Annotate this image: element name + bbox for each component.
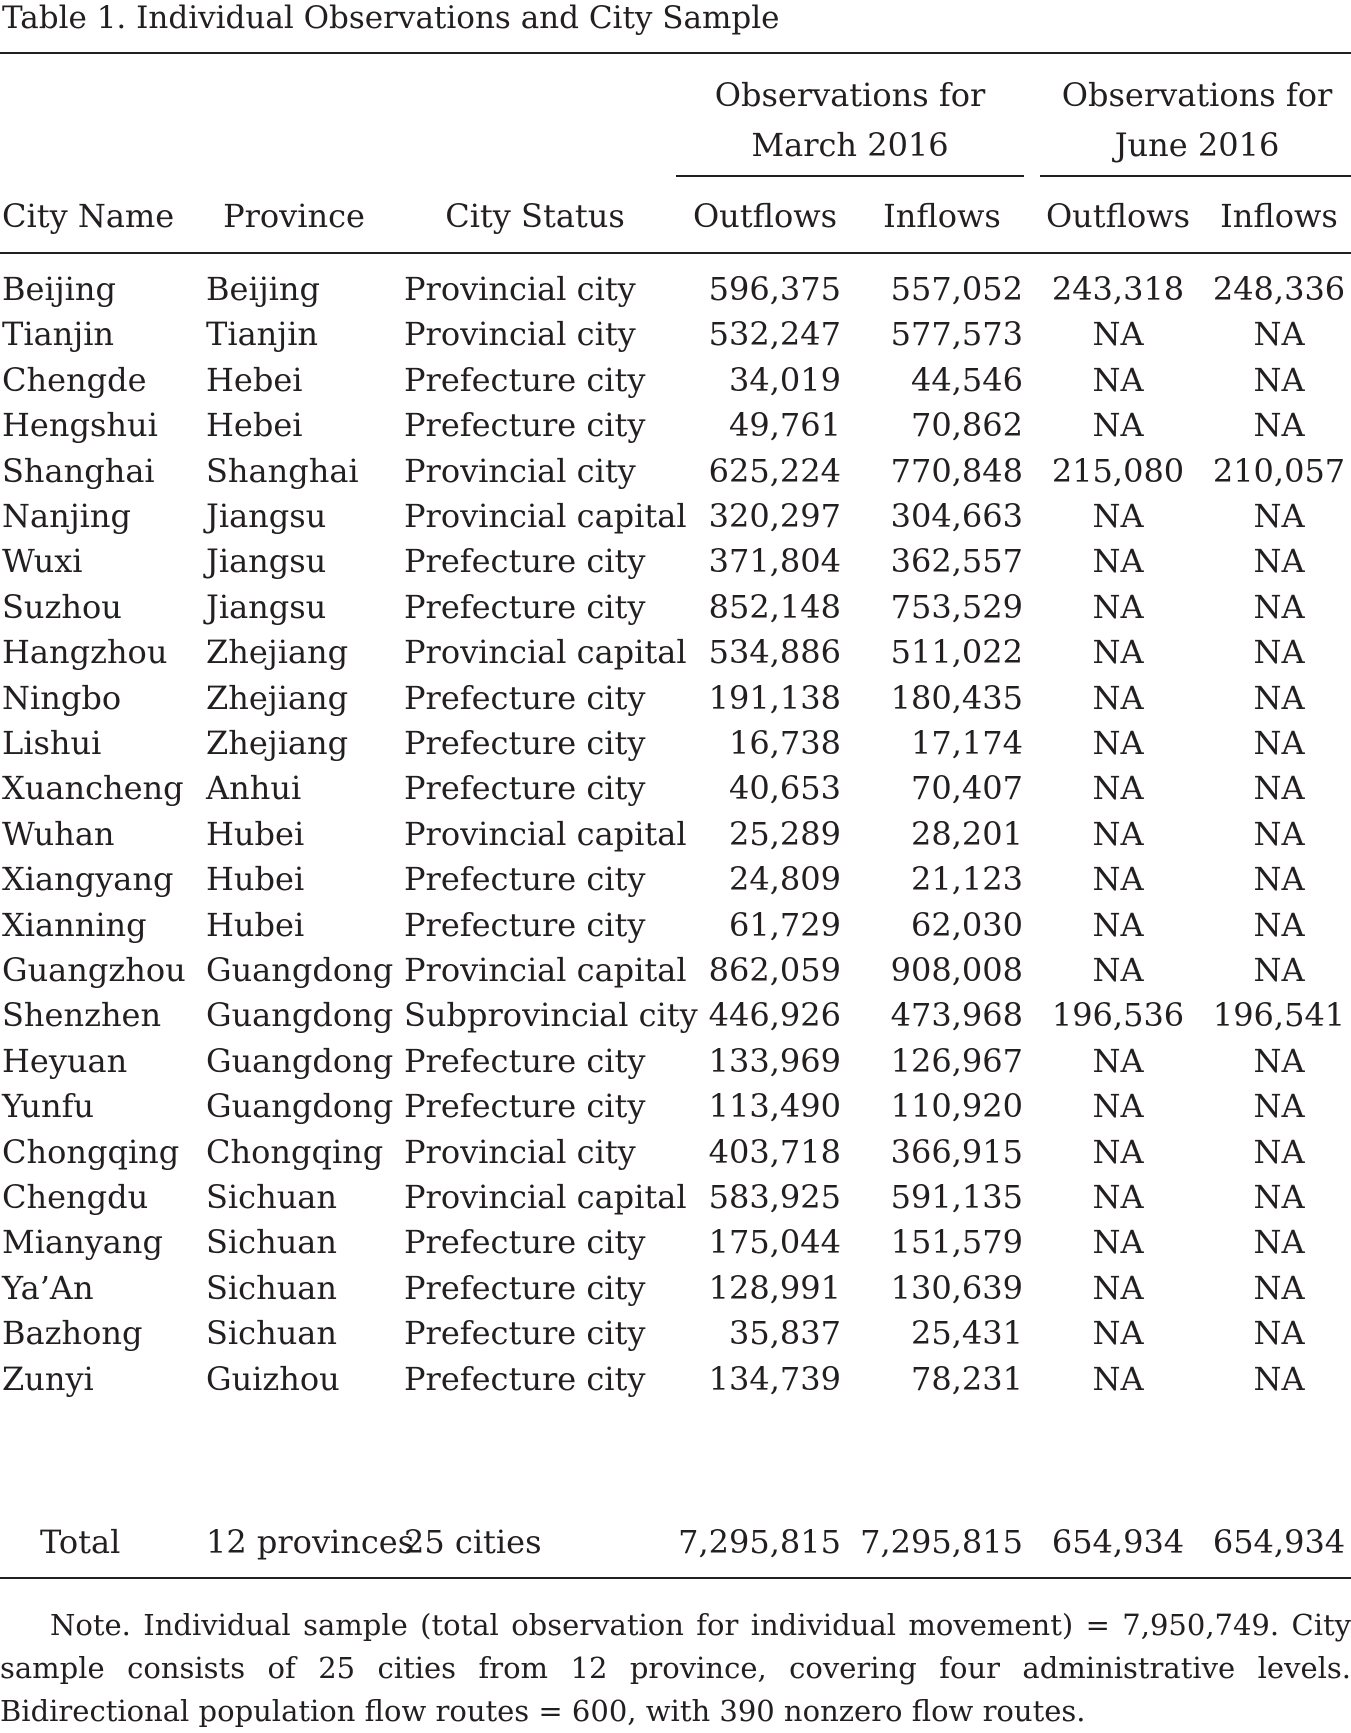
- cell-city-status: Prefecture city: [404, 406, 646, 444]
- table-row: [0, 355, 1351, 405]
- cell-city-status: Prefecture city: [404, 679, 646, 717]
- cell-june-inflows: NA: [1253, 1133, 1305, 1171]
- cell-june-inflows: NA: [1253, 1360, 1305, 1398]
- cell-june-outflows: NA: [1092, 1042, 1144, 1080]
- cell-march-inflows: 591,135: [890, 1178, 1023, 1216]
- cell-march-outflows: 446,926: [708, 996, 841, 1034]
- table-row: [0, 536, 1351, 586]
- cell-province: Jiangsu: [206, 542, 327, 580]
- table-row: [0, 900, 1351, 950]
- cell-june-outflows: NA: [1092, 1087, 1144, 1125]
- cell-march-outflows: 862,059: [708, 951, 841, 989]
- cell-province: Sichuan: [206, 1269, 337, 1307]
- cell-march-inflows: 511,022: [890, 633, 1023, 671]
- cell-province: Zhejiang: [206, 633, 349, 671]
- cell-province: Sichuan: [206, 1223, 337, 1261]
- cell-city-name: Nanjing: [2, 497, 131, 535]
- cell-province: Tianjin: [206, 315, 319, 353]
- cell-city-status: Prefecture city: [404, 361, 646, 399]
- cell-city-status: Prefecture city: [404, 588, 646, 626]
- table-row: [0, 854, 1351, 904]
- cell-june-outflows: NA: [1092, 542, 1144, 580]
- table-row: [0, 1081, 1351, 1131]
- column-header-june-inflows: Inflows: [1220, 197, 1338, 235]
- cell-province: Zhejiang: [206, 724, 349, 762]
- cell-june-inflows: NA: [1253, 769, 1305, 807]
- cell-city-name: Chongqing: [2, 1133, 180, 1171]
- group-rule-june: [1040, 175, 1351, 177]
- cell-march-inflows: 44,546: [911, 361, 1023, 399]
- cell-city-name: Shenzhen: [2, 996, 162, 1034]
- cell-city-name: Lishui: [2, 724, 102, 762]
- cell-june-outflows: NA: [1092, 315, 1144, 353]
- cell-city-status: Prefecture city: [404, 724, 646, 762]
- table-total-row: [0, 1517, 1351, 1567]
- cell-june-outflows: NA: [1092, 679, 1144, 717]
- cell-june-inflows: NA: [1253, 361, 1305, 399]
- cell-march-outflows: 61,729: [729, 906, 841, 944]
- cell-june-inflows: 210,057: [1212, 452, 1346, 490]
- cell-june-outflows: NA: [1092, 906, 1144, 944]
- cell-province: Jiangsu: [206, 588, 327, 626]
- cell-june-outflows: 196,536: [1051, 996, 1185, 1034]
- cell-city-name: Tianjin: [2, 315, 115, 353]
- cell-city-name: Wuxi: [2, 542, 83, 580]
- cell-march-inflows: 362,557: [890, 542, 1023, 580]
- cell-june-inflows: 248,336: [1212, 270, 1346, 308]
- cell-march-outflows: 34,019: [729, 361, 841, 399]
- cell-province: Guangdong: [206, 1042, 394, 1080]
- cell-march-inflows: 126,967: [890, 1042, 1023, 1080]
- cell-province: Hebei: [206, 406, 303, 444]
- cell-june-inflows: NA: [1253, 724, 1305, 762]
- cell-city-name: Xiangyang: [2, 860, 174, 898]
- column-header-june-outflows: Outflows: [1045, 197, 1191, 235]
- cell-city-status: Provincial capital: [404, 1178, 687, 1216]
- cell-city-name: Beijing: [2, 270, 116, 308]
- table-header-rule: [0, 252, 1351, 254]
- cell-march-inflows: 62,030: [911, 906, 1023, 944]
- table-row: [0, 627, 1351, 677]
- cell-province: Chongqing: [206, 1133, 384, 1171]
- cell-province: Hubei: [206, 860, 305, 898]
- cell-province: Jiangsu: [206, 497, 327, 535]
- cell-march-outflows: 16,738: [729, 724, 841, 762]
- cell-city-name: Guangzhou: [2, 951, 186, 989]
- cell-city-status: Provincial capital: [404, 497, 687, 535]
- cell-march-inflows: 70,407: [911, 769, 1023, 807]
- cell-city-name: Mianyang: [2, 1223, 163, 1261]
- cell-province: Hebei: [206, 361, 303, 399]
- cell-march-outflows: 24,809: [729, 860, 841, 898]
- column-header-province: Province: [223, 197, 365, 235]
- cell-province: Guizhou: [206, 1360, 340, 1398]
- cell-june-outflows: NA: [1092, 769, 1144, 807]
- cell-march-outflows: 134,739: [708, 1360, 841, 1398]
- table-row: [0, 309, 1351, 359]
- table-row: [0, 1217, 1351, 1267]
- cell-city-status: Provincial capital: [404, 815, 687, 853]
- cell-city-status: Provincial city: [404, 315, 636, 353]
- table-bottom-rule: [0, 1577, 1351, 1579]
- cell-june-outflows: NA: [1092, 588, 1144, 626]
- total-march-outflows: 7,295,815: [678, 1523, 841, 1561]
- cell-march-inflows: 28,201: [911, 815, 1023, 853]
- cell-march-outflows: 175,044: [708, 1223, 841, 1261]
- cell-march-outflows: 371,804: [708, 542, 841, 580]
- cell-city-name: Xianning: [2, 906, 147, 944]
- cell-march-inflows: 17,174: [911, 724, 1023, 762]
- cell-june-outflows: NA: [1092, 860, 1144, 898]
- cell-city-status: Provincial capital: [404, 951, 687, 989]
- cell-june-outflows: NA: [1092, 497, 1144, 535]
- column-header-march-outflows: Outflows: [692, 197, 838, 235]
- cell-march-outflows: 596,375: [708, 270, 841, 308]
- cell-march-outflows: 25,289: [729, 815, 841, 853]
- cell-march-inflows: 70,862: [911, 406, 1023, 444]
- cell-june-inflows: NA: [1253, 1042, 1305, 1080]
- cell-march-inflows: 130,639: [890, 1269, 1023, 1307]
- cell-province: Anhui: [206, 769, 302, 807]
- cell-june-inflows: NA: [1253, 951, 1305, 989]
- cell-city-status: Prefecture city: [404, 1042, 646, 1080]
- cell-city-status: Prefecture city: [404, 542, 646, 580]
- cell-march-outflows: 40,653: [729, 769, 841, 807]
- cell-march-outflows: 113,490: [708, 1087, 841, 1125]
- cell-city-name: Wuhan: [2, 815, 115, 853]
- table-row: [0, 491, 1351, 541]
- cell-city-status: Provincial city: [404, 1133, 636, 1171]
- cell-city-name: Xuancheng: [2, 769, 184, 807]
- cell-june-outflows: NA: [1092, 633, 1144, 671]
- cell-march-inflows: 770,848: [890, 452, 1023, 490]
- cell-june-outflows: NA: [1092, 815, 1144, 853]
- table-caption: Table 1. Individual Observations and City Sample: [2, 0, 780, 36]
- cell-city-name: Ya’An: [2, 1269, 94, 1307]
- table-row: [0, 809, 1351, 859]
- table-row: [0, 718, 1351, 768]
- cell-city-status: Prefecture city: [404, 1087, 646, 1125]
- table-row: [0, 400, 1351, 450]
- table-row: [0, 264, 1351, 314]
- column-header-status: City Status: [445, 197, 625, 235]
- cell-june-inflows: NA: [1253, 1087, 1305, 1125]
- total-june-outflows: 654,934: [1051, 1523, 1185, 1561]
- cell-city-name: Yunfu: [2, 1087, 95, 1125]
- cell-march-inflows: 577,573: [890, 315, 1023, 353]
- total-provinces: 12 provinces: [206, 1523, 415, 1561]
- cell-march-outflows: 583,925: [708, 1178, 841, 1216]
- group-header-march: Observations for March 2016: [714, 76, 986, 164]
- cell-march-outflows: 852,148: [708, 588, 841, 626]
- cell-june-outflows: NA: [1092, 406, 1144, 444]
- cell-city-name: Hangzhou: [2, 633, 168, 671]
- cell-june-outflows: NA: [1092, 1360, 1144, 1398]
- cell-city-name: Chengde: [2, 361, 147, 399]
- cell-june-inflows: NA: [1253, 588, 1305, 626]
- column-header-march-inflows: Inflows: [883, 197, 1001, 235]
- cell-march-inflows: 110,920: [890, 1087, 1023, 1125]
- cell-june-inflows: NA: [1253, 497, 1305, 535]
- table-row: [0, 1354, 1351, 1404]
- group-rule-march: [676, 175, 1024, 177]
- cell-march-outflows: 532,247: [708, 315, 841, 353]
- cell-march-outflows: 320,297: [708, 497, 841, 535]
- table-row: [0, 446, 1351, 496]
- cell-city-status: Provincial city: [404, 452, 636, 490]
- cell-march-inflows: 908,008: [890, 951, 1023, 989]
- group-header-june: Observations for June 2016: [1061, 76, 1333, 164]
- cell-march-outflows: 534,886: [708, 633, 841, 671]
- cell-march-inflows: 557,052: [890, 270, 1023, 308]
- cell-march-inflows: 151,579: [890, 1223, 1023, 1261]
- total-june-inflows: 654,934: [1212, 1523, 1346, 1561]
- table-row: [0, 673, 1351, 723]
- cell-city-name: Shanghai: [2, 452, 155, 490]
- cell-june-inflows: 196,541: [1212, 996, 1346, 1034]
- cell-march-outflows: 403,718: [708, 1133, 841, 1171]
- cell-province: Guangdong: [206, 951, 394, 989]
- cell-june-inflows: NA: [1253, 315, 1305, 353]
- cell-june-inflows: NA: [1253, 815, 1305, 853]
- cell-city-name: Suzhou: [2, 588, 122, 626]
- cell-city-name: Zunyi: [2, 1360, 94, 1398]
- cell-june-inflows: NA: [1253, 906, 1305, 944]
- cell-june-outflows: 243,318: [1051, 270, 1185, 308]
- cell-city-status: Prefecture city: [404, 1223, 646, 1261]
- cell-june-outflows: NA: [1092, 724, 1144, 762]
- cell-june-outflows: NA: [1092, 1269, 1144, 1307]
- cell-city-name: Bazhong: [2, 1314, 143, 1352]
- cell-province: Hubei: [206, 815, 305, 853]
- cell-june-outflows: NA: [1092, 1314, 1144, 1352]
- cell-city-status: Prefecture city: [404, 1269, 646, 1307]
- cell-june-inflows: NA: [1253, 542, 1305, 580]
- cell-march-inflows: 78,231: [911, 1360, 1023, 1398]
- cell-city-status: Prefecture city: [404, 769, 646, 807]
- cell-march-outflows: 191,138: [708, 679, 841, 717]
- cell-province: Beijing: [206, 270, 320, 308]
- cell-june-inflows: NA: [1253, 860, 1305, 898]
- cell-june-inflows: NA: [1253, 1223, 1305, 1261]
- cell-march-inflows: 753,529: [890, 588, 1023, 626]
- cell-city-status: Prefecture city: [404, 1360, 646, 1398]
- cell-province: Guangdong: [206, 996, 394, 1034]
- cell-city-status: Prefecture city: [404, 906, 646, 944]
- cell-province: Shanghai: [206, 452, 359, 490]
- cell-march-outflows: 133,969: [708, 1042, 841, 1080]
- table-note: Note. Individual sample (total observation for individual movement) = 7,950,749. City sample consists of 25 cities from 12 province, covering four administrative levels. Bidirectional population flow routes = 600, with 390 nonzero flow routes.: [0, 1608, 1351, 1728]
- cell-city-status: Subprovincial city: [404, 996, 698, 1034]
- cell-province: Sichuan: [206, 1314, 337, 1352]
- cell-march-outflows: 49,761: [729, 406, 841, 444]
- cell-city-status: Prefecture city: [404, 860, 646, 898]
- cell-march-inflows: 473,968: [890, 996, 1023, 1034]
- cell-city-status: Provincial city: [404, 270, 636, 308]
- cell-city-name: Ningbo: [2, 679, 122, 717]
- table-row: [0, 1036, 1351, 1086]
- cell-province: Hubei: [206, 906, 305, 944]
- table-row: [0, 1263, 1351, 1313]
- table-top-rule: [0, 52, 1351, 54]
- cell-june-outflows: NA: [1092, 951, 1144, 989]
- cell-march-outflows: 625,224: [708, 452, 841, 490]
- cell-march-inflows: 304,663: [890, 497, 1023, 535]
- cell-june-inflows: NA: [1253, 1314, 1305, 1352]
- cell-march-inflows: 366,915: [890, 1133, 1023, 1171]
- cell-city-status: Provincial capital: [404, 633, 687, 671]
- cell-june-outflows: 215,080: [1051, 452, 1185, 490]
- cell-city-name: Hengshui: [2, 406, 158, 444]
- total-cities: 25 cities: [404, 1523, 542, 1561]
- total-march-inflows: 7,295,815: [860, 1523, 1023, 1561]
- cell-city-name: Chengdu: [2, 1178, 149, 1216]
- cell-june-outflows: NA: [1092, 361, 1144, 399]
- cell-june-inflows: NA: [1253, 1178, 1305, 1216]
- table-row: [0, 1172, 1351, 1222]
- cell-province: Guangdong: [206, 1087, 394, 1125]
- cell-march-inflows: 25,431: [911, 1314, 1023, 1352]
- cell-june-inflows: NA: [1253, 679, 1305, 717]
- cell-june-inflows: NA: [1253, 633, 1305, 671]
- cell-june-inflows: NA: [1253, 1269, 1305, 1307]
- cell-march-inflows: 21,123: [911, 860, 1023, 898]
- column-header-city: City Name: [2, 197, 175, 235]
- cell-march-outflows: 35,837: [729, 1314, 841, 1352]
- cell-march-outflows: 128,991: [708, 1269, 841, 1307]
- total-label: Total: [40, 1523, 121, 1561]
- table-row: [0, 582, 1351, 632]
- table-row: [0, 763, 1351, 813]
- table-row: [0, 945, 1351, 995]
- cell-june-outflows: NA: [1092, 1133, 1144, 1171]
- cell-province: Zhejiang: [206, 679, 349, 717]
- table-row: [0, 1127, 1351, 1177]
- cell-june-inflows: NA: [1253, 406, 1305, 444]
- cell-june-outflows: NA: [1092, 1178, 1144, 1216]
- cell-june-outflows: NA: [1092, 1223, 1144, 1261]
- cell-city-status: Prefecture city: [404, 1314, 646, 1352]
- table-row: [0, 990, 1351, 1040]
- cell-city-name: Heyuan: [2, 1042, 128, 1080]
- cell-march-inflows: 180,435: [890, 679, 1023, 717]
- cell-province: Sichuan: [206, 1178, 337, 1216]
- table-row: [0, 1308, 1351, 1358]
